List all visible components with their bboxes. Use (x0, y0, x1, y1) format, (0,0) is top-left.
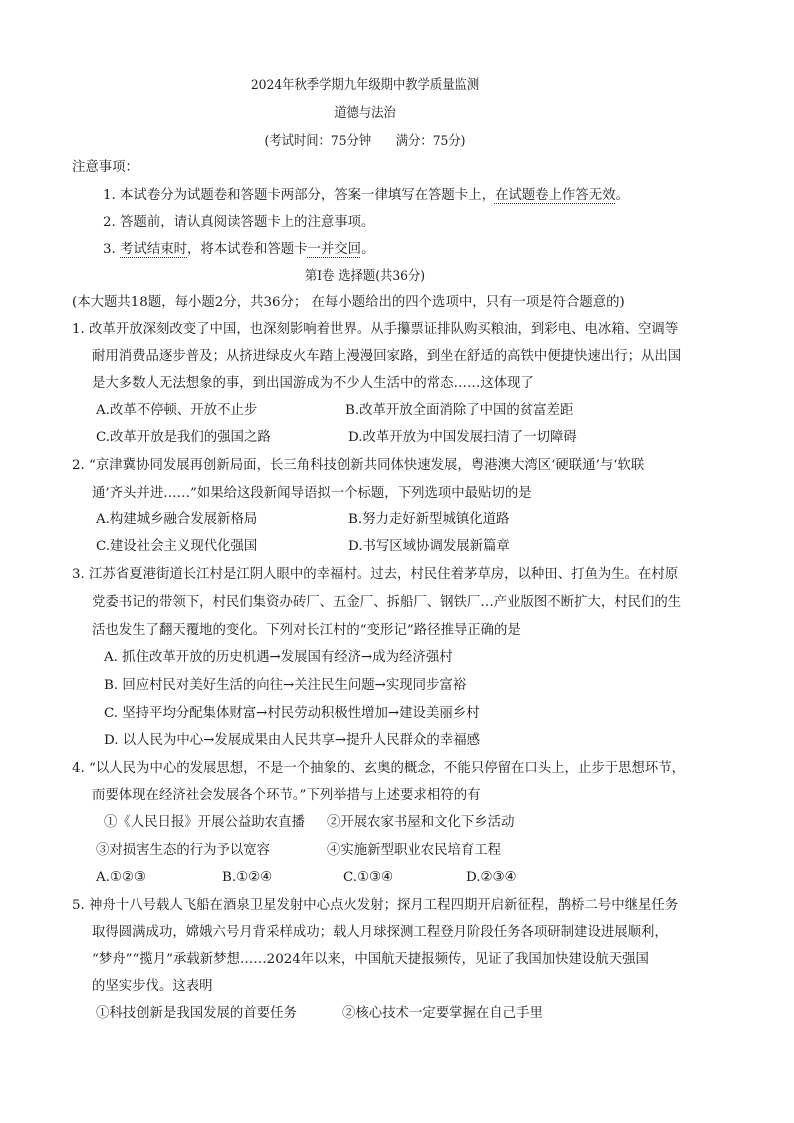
q4-stem-line-2: 而要体现在经济社会发展各个环节。”下列举措与上述要求相符的有 (92, 788, 481, 803)
q2-stem-line-2: 通’齐头并进……”如果给这段新闻导语拟一个标题，下列选项中最贴切的是 (92, 486, 532, 501)
q5-stem-line-1: 5. 神舟十八号载人飞船在酒泉卫星发射中心点火发射；探月工程四期开启新征程，鹊桥二号中继星任务 (72, 898, 679, 913)
subject-title: 道德与法治 (334, 106, 396, 121)
section-title: 第Ⅰ卷 选择题(共36分) (304, 269, 426, 284)
q3-stem-line-3: 活也发生了翻天覆地的变化。下列对长江村的“变形记”路径推导正确的是 (92, 623, 521, 638)
q1-stem-line-3: 是大多数人无法想象的事，到出国游成为不少人生活中的常态……这体现了 (92, 376, 534, 391)
q3-stem-line-1: 3. 江苏省夏港街道长江村是江阴人眼中的幸福村。过去，村民住着茅草房，以种田、打鱼为生。在村原 (72, 567, 679, 582)
q3-option-b: B. 回应村民对美好生活的向往→关注民生问题→实现同步富裕 (104, 678, 467, 693)
q3-option-d: D. 以人民为中心→发展成果由人民共享→提升人民群众的幸福感 (104, 733, 480, 748)
q4-stem-line-1: 4. “以人民为中心的发展思想，不是一个抽象的、玄奥的概念，不能只停留在口头上，止步于思想环节， (72, 761, 686, 776)
q2-option-b: B.努力走好新型城镇化道路 (348, 512, 510, 527)
q1-option-c: C.改革开放是我们的强国之路 (96, 430, 271, 445)
q2-option-d: D.书写区域协调发展新篇章 (348, 539, 510, 554)
q5-stem-line-2: 取得圆满成功，嫦娥六号月背采样成功；载人月球探测工程登月阶段任务各项研制建设进展顺利， (92, 925, 668, 940)
q3-option-c: C. 坚持平均分配集体财富→村民劳动积极性增加→建设美丽乡村 (104, 706, 480, 721)
q4-option-d: D.②③④ (466, 870, 517, 885)
q4-option-c: C.①③④ (343, 870, 394, 885)
notice-item-3-emphasis: 考试结束时 (120, 242, 187, 257)
notice-item-3-num: 3. (103, 242, 121, 257)
notice-item-1-emphasis: 在试题卷上作答无效 (494, 188, 616, 203)
section-instruction: (本大题共18题，每小题2分，共36分； 在每小题给出的四个选项中，只有一项是符合题意的) (72, 295, 625, 310)
q4-statement-2: ②开展农家书屋和文化下乡活动 (327, 815, 515, 830)
notice-item-2: 2. 答题前，请认真阅读答题卡上的注意事项。 (103, 215, 375, 230)
q5-stem-line-4: 的坚实步伐。这表明 (92, 979, 213, 994)
notice-item-3 (103, 240, 374, 260)
q5-stem-line-3: “梦舟”“揽月”承载新梦想……2024年以来，中国航天捷报频传，见证了我国加快建设航天强国 (92, 952, 649, 967)
exam-title: 2024年秋季学期九年级期中教学质量监测 (250, 78, 480, 93)
q2-stem-line-1: 2. “京津冀协同发展再创新局面，长三角科技创新共同体快速发展，粤港澳大湾区‘硬联通’与‘软联 (72, 458, 645, 473)
q1-option-b: B.改革开放全面消除了中国的贫富差距 (345, 403, 574, 418)
notice-item-3-end: 。 (361, 242, 375, 257)
notice-item-1-end: 。 (615, 188, 629, 203)
q3-stem-line-2: 党委书记的带领下，村民们集资办砖厂、五金厂、拆船厂、钢铁厂…产业版图不断扩大，村民们的生 (92, 595, 682, 610)
notice-item-3-emphasis-2: 一并交回 (307, 242, 362, 257)
q4-option-a: A.①②③ (96, 870, 146, 885)
notice-heading: 注意事项： (72, 160, 139, 175)
q2-option-a: A.构建城乡融合发展新格局 (96, 512, 258, 527)
q5-statement-2: ②核心技术一定要掌握在自己手里 (342, 1006, 543, 1021)
q5-statement-1: ①科技创新是我国发展的首要任务 (96, 1006, 297, 1021)
q4-statement-1: ①《人民日报》开展公益助农直播 (104, 815, 305, 830)
q1-stem-line-2: 耐用消费品逐步普及；从挤进绿皮火车踏上漫漫回家路，到坐在舒适的高铁中便捷快速出行；从出国 (92, 349, 682, 364)
q1-option-d: D.改革开放为中国发展扫清了一切障碍 (348, 430, 577, 445)
exam-info: (考试时间：75分钟 满分：75分) (264, 134, 466, 149)
q4-statement-3: ③对损害生态的行为予以宽容 (96, 843, 271, 858)
notice-item-3-mid: ，将本试卷和答题卡 (187, 242, 308, 257)
q1-option-a: A.改革不停顿、开放不止步 (96, 403, 258, 418)
notice-item-1 (103, 186, 629, 206)
q1-stem-line-1: 1. 改革开放深刻改变了中国，也深刻影响着世界。从手攥票证排队购买粮油，到彩电、电冰箱、空调等 (72, 322, 679, 337)
q2-option-c: C.建设社会主义现代化强国 (96, 539, 258, 554)
notice-item-1-text: 1. 本试卷分为试题卷和答题卡两部分，答案一律填写在答题卡上， (103, 188, 495, 203)
q3-option-a: A. 抓住改革开放的历史机遇→发展国有经济→成为经济强村 (104, 650, 453, 665)
q4-statement-4: ④实施新型职业农民培育工程 (327, 843, 502, 858)
q4-option-b: B.①②④ (222, 870, 273, 885)
